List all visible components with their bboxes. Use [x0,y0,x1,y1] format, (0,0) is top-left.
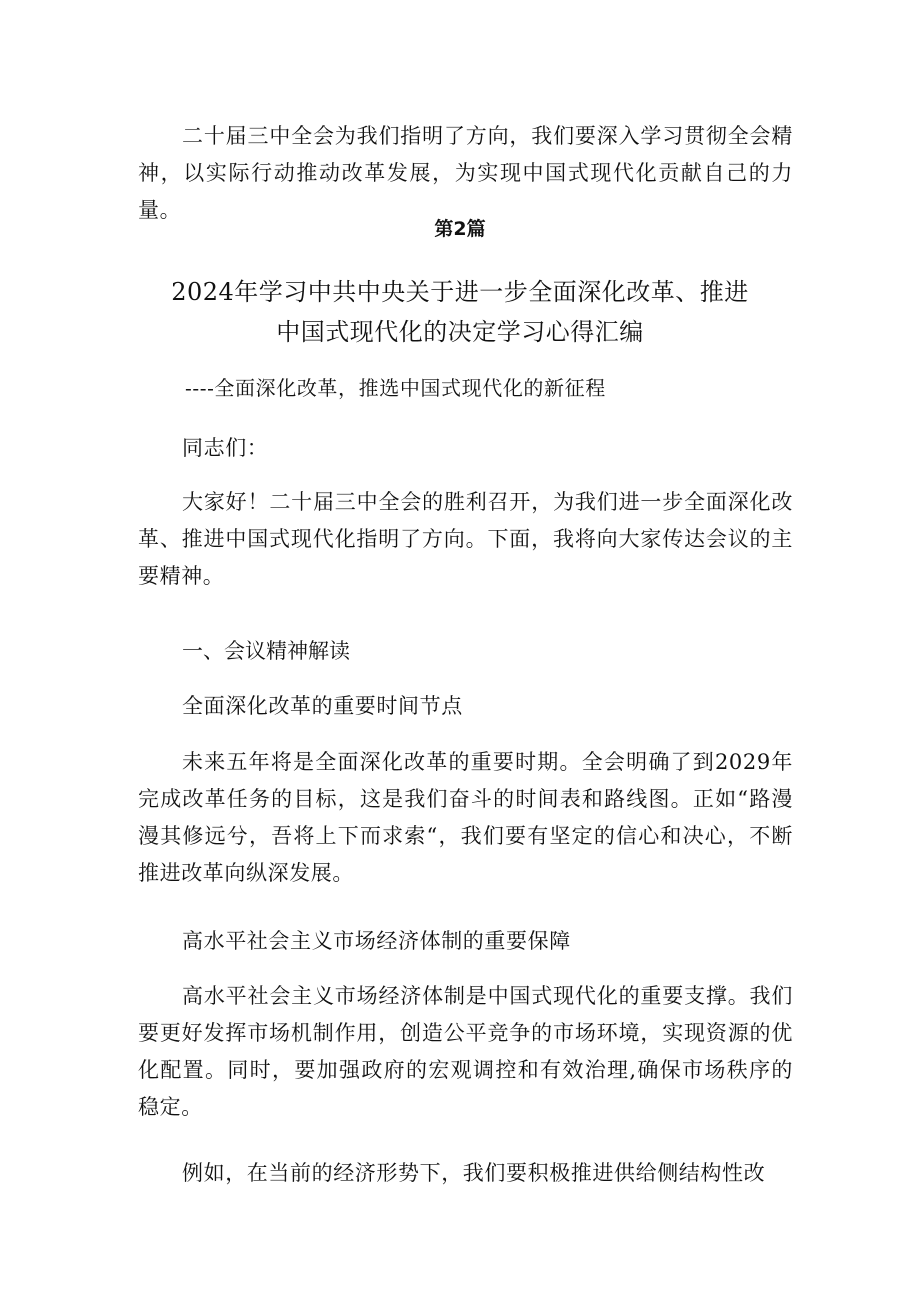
section-label: 第2篇 [434,218,486,240]
salutation: 同志们： [182,436,269,460]
subheading-2: 高水平社会主义市场经济体制的重要保障 [182,929,571,953]
paragraph-2: 高水平社会主义市场经济体制是中国式现代化的重要支撑。我们要更好发挥市场机制作用，创造公平竞争的市场环境，实现资源的优化配置。同时，要加强政府的宏观调控和有效治理,确保市场秩序的稳定。 [138,984,793,1119]
title-line-1: 2024年学习中共中央关于进一步全面深化改革、推进 [171,278,749,306]
intro-paragraph: 二十届三中全会为我们指明了方向，我们要深入学习贯彻全会精神，以实际行动推动改革发展，为实现中国式现代化贡献自己的力量。 [138,124,793,222]
title-line-2: 中国式现代化的决定学习心得汇编 [276,318,644,346]
paragraph-3: 例如，在当前的经济形势下，我们要积极推进供给侧结构性改 [182,1161,766,1185]
subheading-1: 全面深化改革的重要时间节点 [182,694,463,718]
section-heading-1: 一、会议精神解读 [182,639,350,663]
paragraph-1: 未来五年将是全面深化改革的重要时期。全会明确了到2029年完成改革任务的目标，这是我们奋斗的时间表和路线图。正如“路漫漫其修远兮，吾将上下而求索“，我们要有坚定的信心和决心，不断推进改革向纵深发展。 [138,750,793,885]
document-title [0,272,920,352]
document-subtitle: ----全面深化改革，推选中国式现代化的新征程 [185,376,606,400]
greeting-paragraph: 大家好！二十届三中全会的胜利召开，为我们进一步全面深化改革、推进中国式现代化指明了方向。下面，我将向大家传达会议的主要精神。 [138,490,793,588]
